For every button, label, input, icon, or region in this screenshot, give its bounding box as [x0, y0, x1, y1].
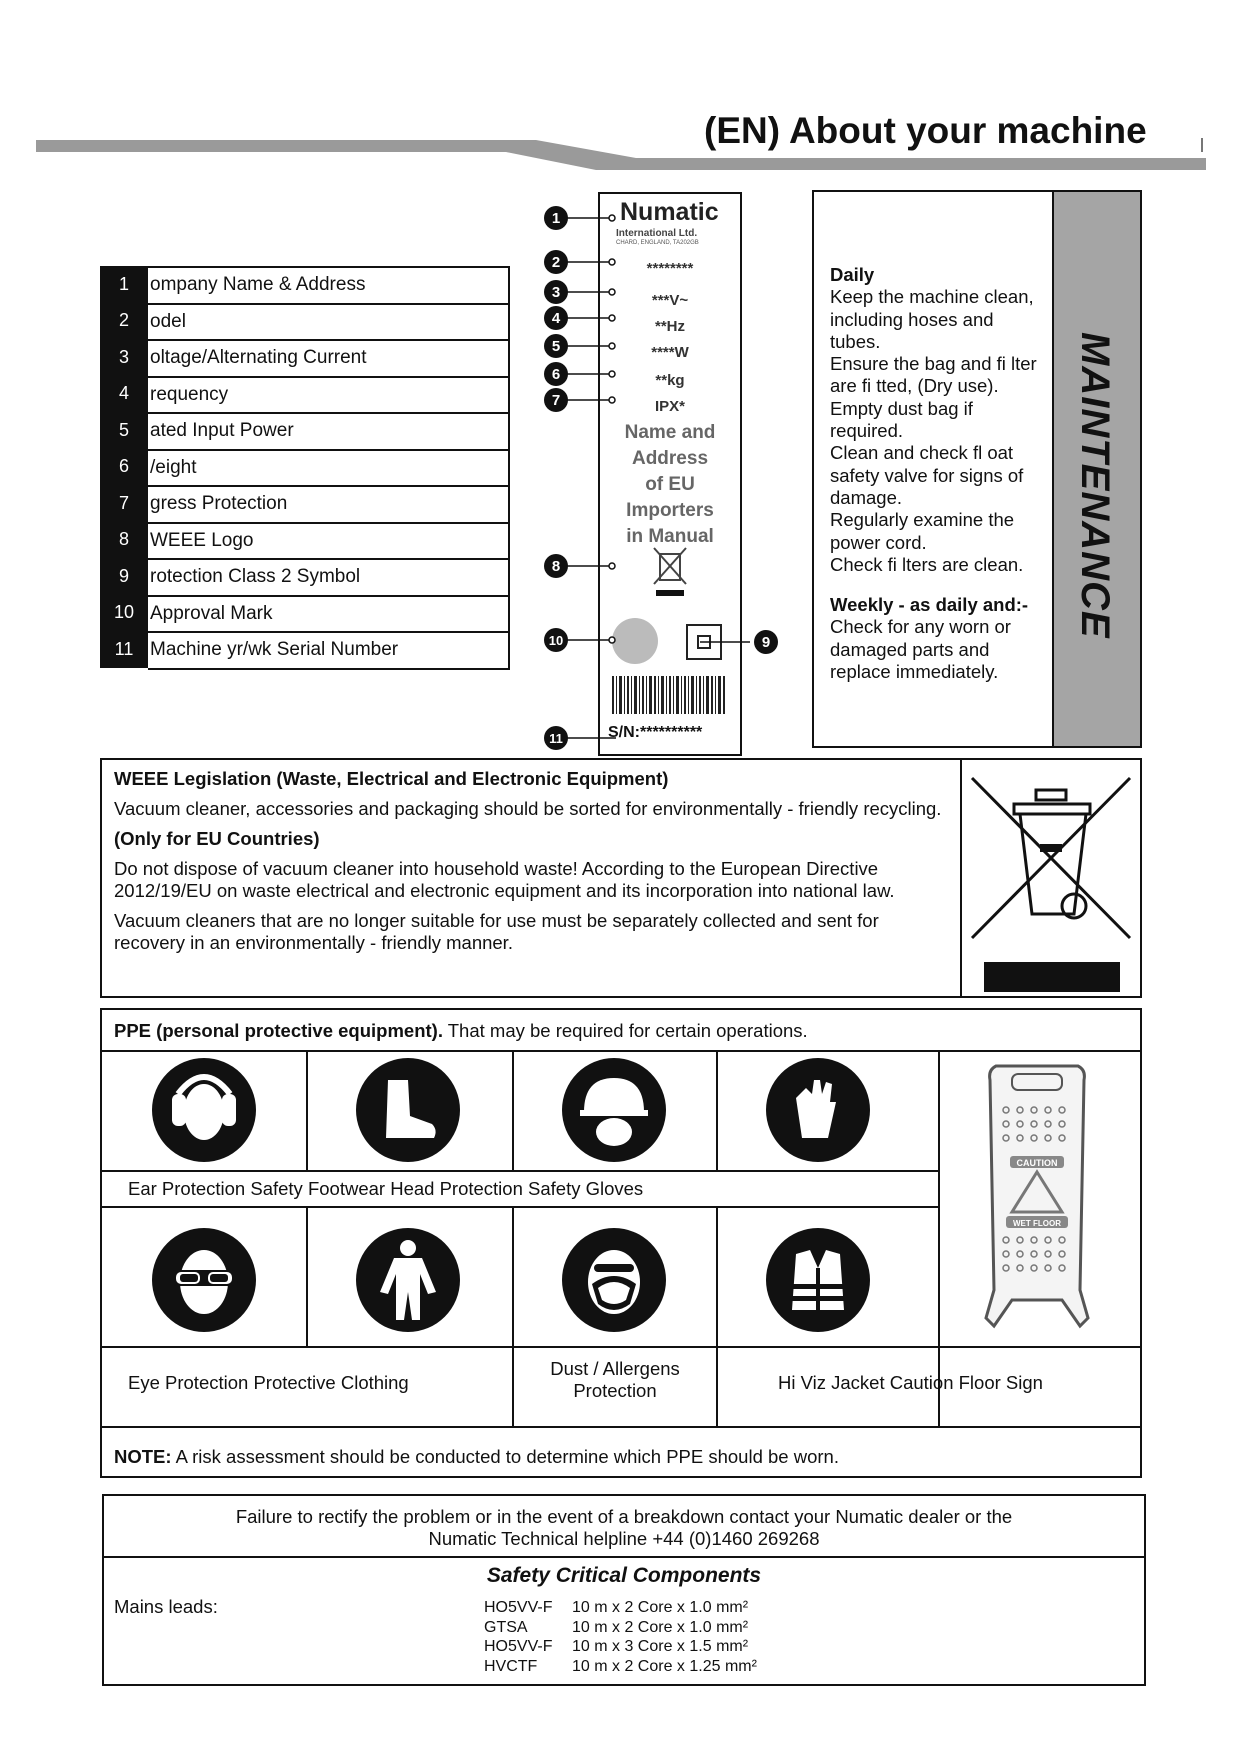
weekly-line: damaged parts and — [830, 638, 990, 660]
lead-code: HVCTF — [484, 1657, 538, 1675]
spec-num: 5 — [100, 412, 148, 449]
spec-label: Approval Mark — [148, 595, 510, 634]
daily-line: Regularly examine the — [830, 509, 1015, 531]
eye-protection-icon — [152, 1228, 256, 1332]
spec-num: 9 — [100, 558, 148, 595]
spec-num: 1 — [100, 266, 148, 303]
weekly-line: Check for any worn or — [830, 616, 1011, 638]
daily-line: required. — [830, 420, 904, 442]
spec-row — [100, 339, 510, 376]
plate-power: ****W — [651, 344, 689, 361]
head-protection-icon — [562, 1058, 666, 1162]
ppe-heading: PPE (personal protective equipment). That may be required for certain operations. — [114, 1020, 808, 1041]
callout-9: 9 — [754, 630, 778, 654]
maintenance-text — [830, 264, 1054, 683]
lead-code: HO5VV-F — [484, 1638, 553, 1655]
ppe-row2-label-b: Dust / Allergens Protection — [550, 1358, 680, 1401]
spec-row — [100, 485, 510, 522]
spec-row — [100, 595, 510, 632]
spec-num: 11 — [100, 631, 148, 668]
hi-viz-jacket-icon — [766, 1228, 870, 1332]
page-title: (EN) About your machine — [704, 110, 1147, 151]
plate-sub: International Ltd. — [616, 228, 698, 239]
safety-critical-title: Safety Critical Components — [486, 1564, 762, 1587]
spec-label: oltage/Alternating Current — [148, 339, 510, 378]
weee-p1: Vacuum cleaner, accessories and packaging should be sorted for environmentally - friendly recycling. — [114, 798, 942, 819]
spec-row — [100, 558, 510, 595]
plate-serial: S/N:********** — [608, 724, 703, 741]
sign-caution-text: CAUTION — [1016, 1158, 1058, 1168]
callout-6: 6 — [544, 362, 568, 386]
plate-weee-icon — [652, 546, 688, 598]
spec-row — [100, 412, 510, 449]
protective-clothing-icon — [356, 1228, 460, 1332]
spec-num: 3 — [100, 339, 148, 376]
daily-line: Check fi lters are clean. — [830, 553, 1024, 575]
dust-mask-icon — [562, 1228, 666, 1332]
spec-label: /eight — [148, 449, 510, 488]
plate-ip: IPX* — [654, 398, 685, 415]
weee-eu-heading: (Only for EU Countries) — [114, 828, 320, 849]
lead-spec: 10 m x 2 Core x 1.0 mm² — [572, 1618, 749, 1636]
weekly-line: replace immediately. — [830, 661, 999, 683]
callout-7: 7 — [544, 388, 568, 412]
mains-leads-list — [484, 1598, 757, 1676]
daily-line: Keep the machine clean, — [830, 286, 1034, 308]
spec-row — [100, 376, 510, 413]
sign-wet-floor-text: WET FLOOR — [1013, 1219, 1061, 1228]
callout-2: 2 — [544, 250, 568, 274]
callout-8: 8 — [544, 554, 568, 578]
daily-line: safety valve for signs of — [830, 464, 1024, 486]
ppe-row2-label-c: Hi Viz Jacket Caution Floor Sign — [778, 1372, 1043, 1393]
ppe-box — [100, 1008, 1142, 1478]
lead-row — [484, 1598, 757, 1618]
plate-brand: Numatic — [620, 198, 719, 226]
weee-logo-cell — [960, 760, 1142, 996]
daily-line: Empty dust bag if — [830, 397, 973, 419]
mains-leads-label: Mains leads: — [114, 1596, 218, 1617]
spec-num: 2 — [100, 303, 148, 340]
callout-leader-9 — [700, 632, 760, 652]
spec-row — [100, 303, 510, 340]
spec-row — [100, 449, 510, 486]
maintenance-box — [812, 190, 1142, 748]
daily-line: Clean and check fl oat — [830, 442, 1014, 464]
spec-num: 4 — [100, 376, 148, 413]
caution-floor-sign-icon — [982, 1060, 1092, 1336]
weee-box — [100, 758, 1142, 998]
lead-row — [484, 1618, 757, 1638]
callout-11: 11 — [544, 726, 568, 750]
plate-importer-note: Name and Address of EU Importers in Manual — [624, 422, 716, 547]
maintenance-side-bar — [1052, 192, 1140, 746]
spec-num: 8 — [100, 522, 148, 559]
daily-heading: Daily — [830, 264, 875, 285]
plate-weight: **kg — [655, 372, 685, 389]
ppe-row1-label: Ear Protection Safety Footwear Head Protection Safety Gloves — [128, 1178, 644, 1199]
daily-line: damage. — [830, 486, 902, 508]
weee-bin-icon — [962, 760, 1142, 996]
spec-table — [100, 266, 510, 668]
weee-p3: Vacuum cleaners that are no longer suitable for use must be separately collected and sent for recovery in an environmentally - friendly manner. — [114, 910, 879, 953]
daily-line: are fi tted, (Dry use). — [830, 375, 999, 397]
spec-label: rotection Class 2 Symbol — [148, 558, 510, 597]
daily-line: power cord. — [830, 531, 927, 553]
callout-10: 10 — [544, 628, 568, 652]
plate-frequency: **Hz — [654, 318, 685, 335]
lead-row — [484, 1657, 757, 1677]
header-swoosh-bar — [36, 138, 1206, 178]
ppe-note: NOTE: A risk assessment should be conducted to determine which PPE should be worn. — [114, 1446, 839, 1467]
daily-line: Ensure the bag and fi lter — [830, 353, 1037, 375]
spec-label: requency — [148, 376, 510, 415]
helpline-box — [102, 1494, 1146, 1686]
callout-5: 5 — [544, 334, 568, 358]
spec-num: 6 — [100, 449, 148, 486]
plate-voltage: ***V~ — [651, 292, 689, 309]
lead-spec: 10 m x 3 Core x 1.5 mm² — [572, 1638, 749, 1655]
spec-row — [100, 266, 510, 303]
spec-label: odel — [148, 303, 510, 342]
barcode-icon — [612, 676, 726, 714]
lead-row — [484, 1637, 757, 1657]
spec-row — [100, 631, 510, 668]
weekly-heading: Weekly - as daily and:- — [830, 594, 1029, 616]
lead-spec: 10 m x 2 Core x 1.0 mm² — [572, 1599, 749, 1616]
helpline-text: Failure to rectify the problem or in the event of a breakdown contact your Numatic dealer or the Numatic Technical helpline +44 (0)1460 269268 — [235, 1506, 1013, 1549]
lead-spec: 10 m x 2 Core x 1.25 mm² — [572, 1657, 757, 1675]
ear-protection-icon — [152, 1058, 256, 1162]
safety-footwear-icon — [356, 1058, 460, 1162]
callout-3: 3 — [544, 280, 568, 304]
spec-label: Machine yr/wk Serial Number — [148, 631, 510, 670]
spec-num: 10 — [100, 595, 148, 632]
daily-line: tubes. — [830, 330, 881, 352]
spec-label: ompany Name & Address — [148, 266, 510, 305]
lead-code: GTSA — [484, 1618, 528, 1636]
plate-model: ******** — [646, 260, 694, 277]
maintenance-bar-label: MAINTENANCE — [1073, 332, 1117, 639]
daily-line: including hoses and — [830, 308, 994, 330]
weee-heading: WEEE Legislation (Waste, Electrical and Electronic Equipment) — [114, 768, 669, 789]
spec-row — [100, 522, 510, 559]
lead-code: HO5VV-F — [484, 1599, 553, 1616]
safety-gloves-icon — [766, 1058, 870, 1162]
plate-address: CHARD, ENGLAND, TA202GB — [616, 240, 699, 246]
ppe-row2-label-a: Eye Protection Protective Clothing — [128, 1372, 409, 1393]
callout-4: 4 — [544, 306, 568, 330]
spec-label: ated Input Power — [148, 412, 510, 451]
weee-p2: Do not dispose of vacuum cleaner into household waste! According to the European Directive 2012/19/EU on waste electrical and electronic equipment and its incorporation into national law. — [114, 858, 895, 901]
spec-num: 7 — [100, 485, 148, 522]
callout-1: 1 — [544, 206, 568, 230]
spec-label: gress Protection — [148, 485, 510, 524]
spec-label: WEEE Logo — [148, 522, 510, 561]
